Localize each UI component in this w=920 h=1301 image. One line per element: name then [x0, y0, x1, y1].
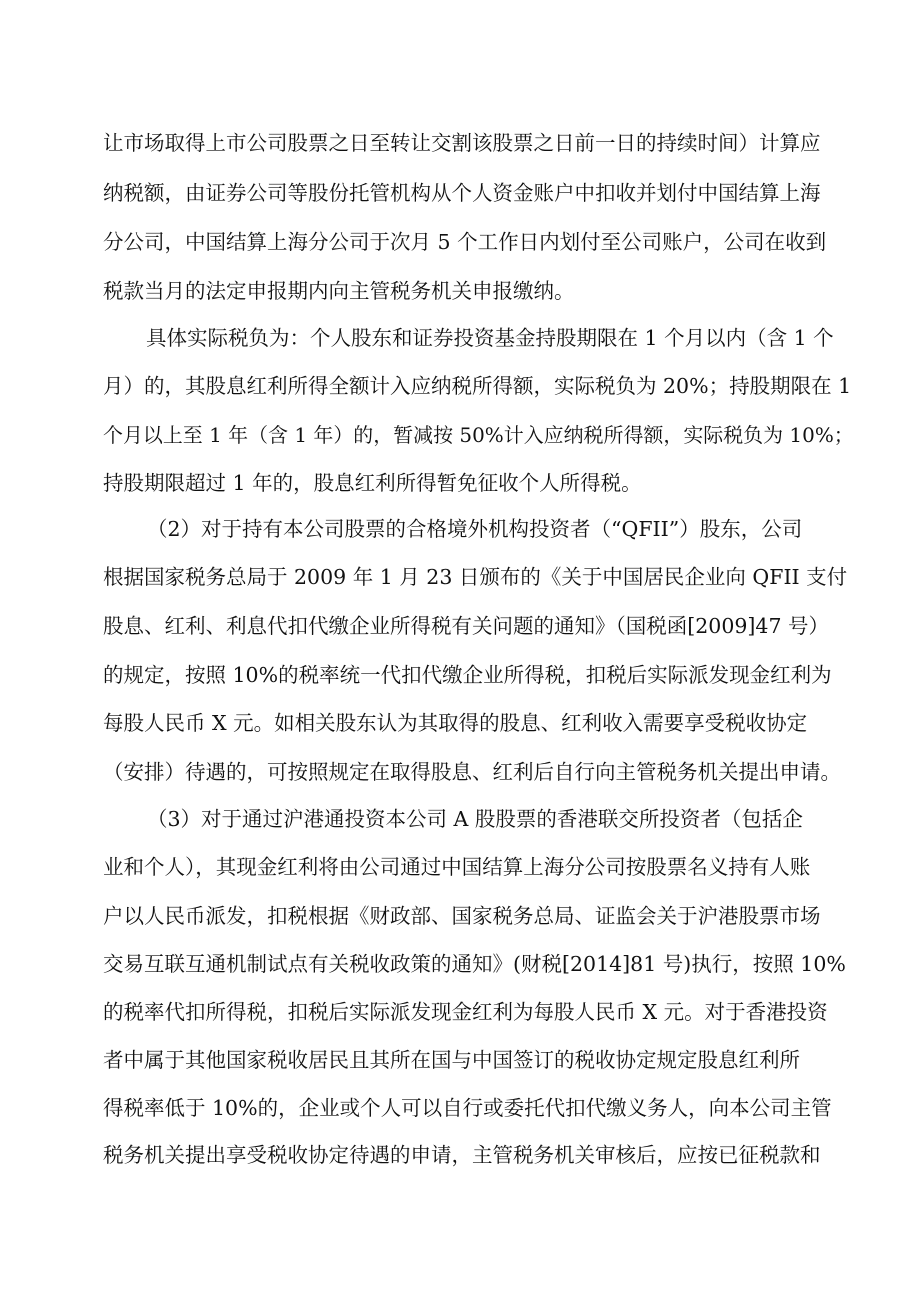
paragraph-4-line-3: 户以人民币派发，扣税根据《财政部、国家税务总局、证监会关于沪港股票市场	[103, 904, 821, 928]
paragraph-4-line-8: 税务机关提出享受税收协定待遇的申请，主管税务机关审核后，应按已征税款和	[103, 1143, 821, 1167]
paragraph-2-line-4: 持股期限超过 1 年的，股息红利所得暂免征收个人所得税。	[103, 471, 642, 495]
paragraph-3-line-3: 股息、红利、利息代扣代缴企业所得税有关问题的通知》（国税函[2009]47 号）	[103, 614, 830, 638]
paragraph-4-line-4: 交易互联互通机制试点有关税收政策的通知》(财税[2014]81 号)执行，按照 10%	[103, 952, 846, 976]
paragraph-3-line-5: 每股人民币 X 元。如相关股东认为其取得的股息、红利收入需要享受税收协定	[103, 711, 808, 735]
paragraph-2-line-1: 具体实际税负为：个人股东和证券投资基金持股期限在 1 个月以内（含 1 个	[146, 326, 834, 350]
paragraph-3-line-2: 根据国家税务总局于 2009 年 1 月 23 日颁布的《关于中国居民企业向 QFII 支付	[103, 565, 848, 589]
paragraph-3-line-4: 的规定，按照 10%的税率统一代扣代缴企业所得税，扣税后实际派发现金红利为	[103, 663, 832, 687]
paragraph-2-line-2: 月）的，其股息红利所得全额计入应纳税所得额，实际税负为 20%；持股期限在 1	[103, 374, 852, 398]
paragraph-2-line-3: 个月以上至 1 年（含 1 年）的，暂减按 50%计入应纳税所得额，实际税负为 10%；	[103, 423, 854, 447]
paragraph-4-line-7: 得税率低于 10%的，企业或个人可以自行或委托代扣代缴义务人，向本公司主管	[103, 1096, 832, 1120]
paragraph-4-line-2: 业和个人），其现金红利将由公司通过中国结算上海分公司按股票名义持有人账	[103, 855, 811, 879]
paragraph-4-line-6: 者中属于其他国家税收居民且其所在国与中国签订的税收协定规定股息红利所	[103, 1048, 800, 1072]
paragraph-1-line-1: 让市场取得上市公司股票之日至转让交割该股票之日前一日的持续时间）计算应	[103, 131, 821, 155]
paragraph-1-line-4: 税款当月的法定申报期内向主管税务机关申报缴纳。	[103, 279, 575, 303]
paragraph-1-line-2: 纳税额，由证券公司等股份托管机构从个人资金账户中扣收并划付中国结算上海	[103, 181, 821, 205]
paragraph-1-line-3: 分公司，中国结算上海分公司于次月 5 个工作日内划付至公司账户，公司在收到	[103, 230, 827, 254]
paragraph-3-line-1: （2）对于持有本公司股票的合格境外机构投资者（“QFII”）股东，公司	[147, 517, 803, 541]
paragraph-4-line-5: 的税率代扣所得税，扣税后实际派发现金红利为每股人民币 X 元。对于香港投资	[103, 1000, 828, 1024]
paragraph-4-line-1: （3）对于通过沪港通投资本公司 A 股股票的香港联交所投资者（包括企	[147, 807, 803, 831]
paragraph-3-line-6: （安排）待遇的，可按照规定在取得股息、红利后自行向主管税务机关提出申请。	[103, 760, 841, 784]
